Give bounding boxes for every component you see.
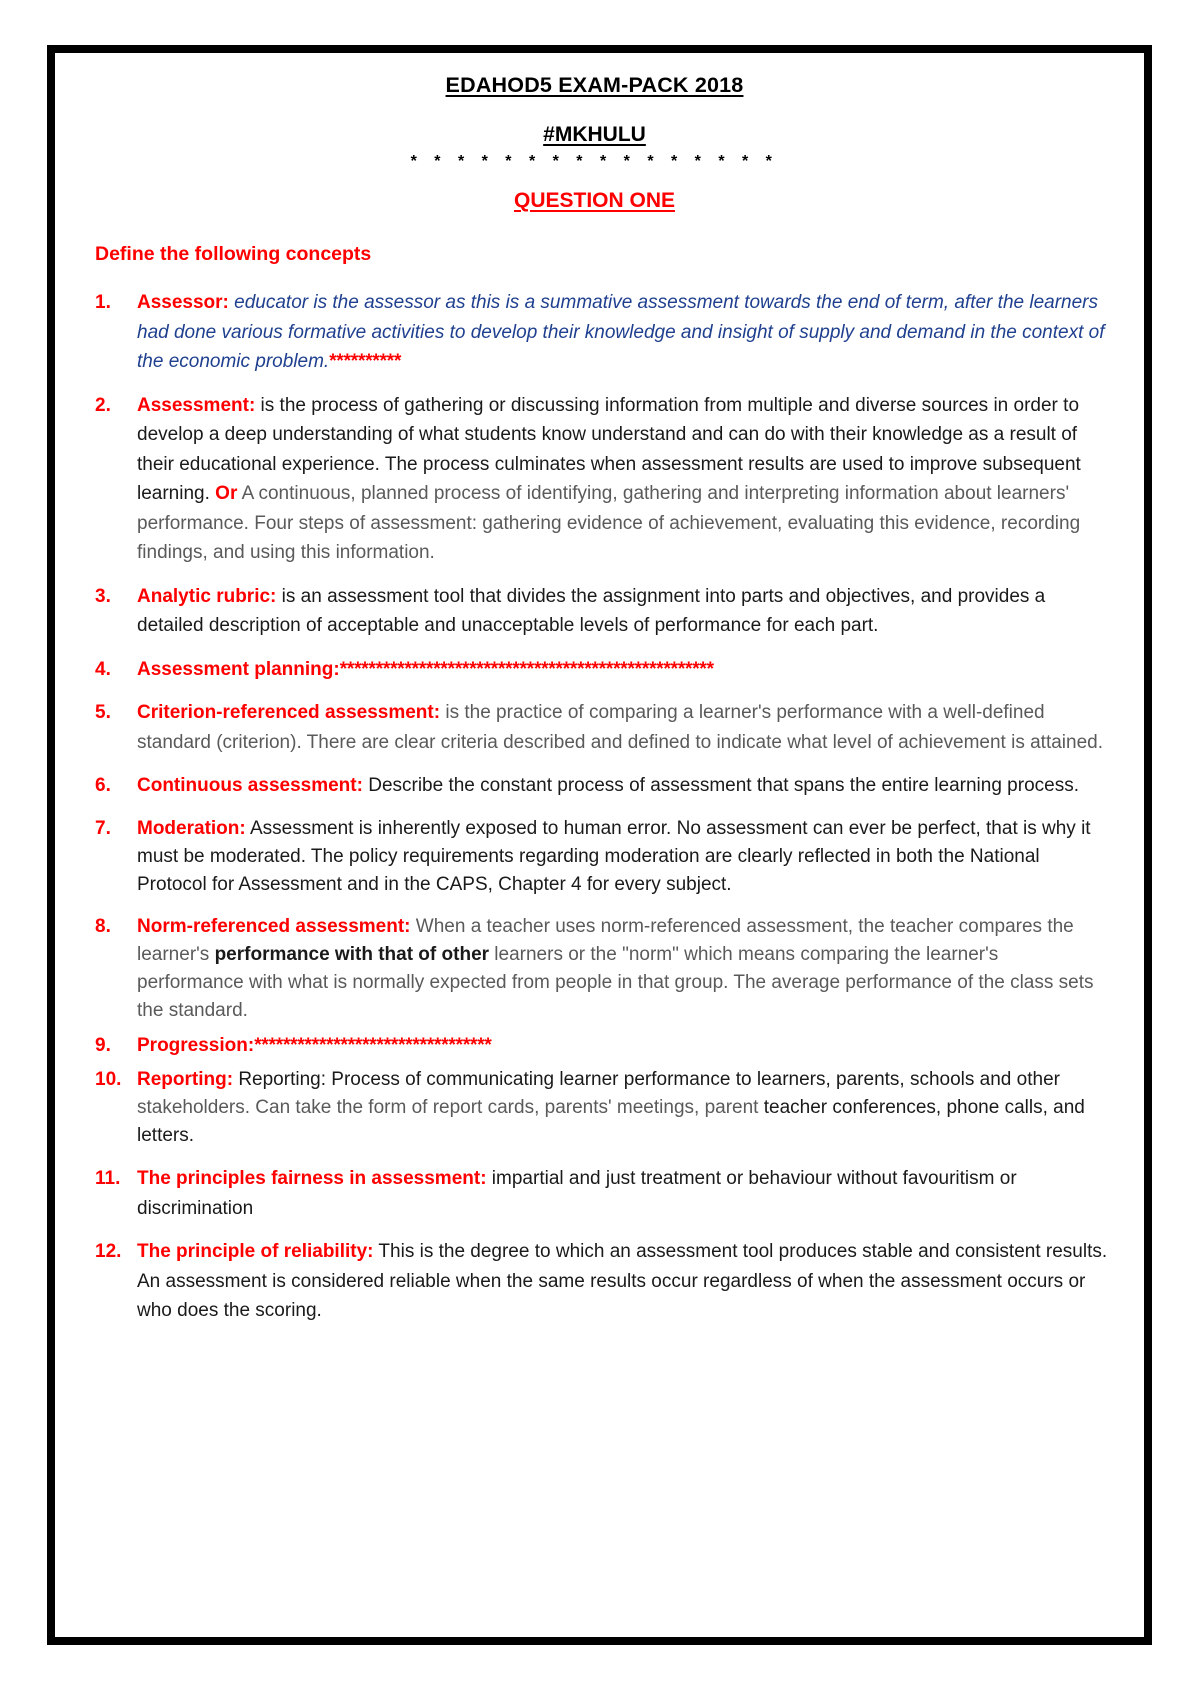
list-item-body [137, 913, 1110, 1025]
concept-definition: is an assessment tool that divides the assignment into parts and objectives, and provides a detailed description of acceptable and unacceptable levels of performance for each part. [137, 585, 1046, 636]
concept-term: Reporting: [137, 1069, 234, 1090]
list-item-number: 10. [95, 1069, 122, 1090]
document-title-text: EDAHOD5 EXAM-PACK 2018 [445, 73, 744, 97]
list-item-number: 8. [95, 915, 111, 937]
placeholder-stars: ********************************* [254, 1034, 492, 1056]
trailing-stars: ********** [329, 351, 402, 372]
concept-definition-part2: stakeholders. Can take the form of report cards, parents' meetings, parent [137, 1097, 764, 1118]
concept-definition-emphasis: performance with that of other [214, 943, 490, 965]
concept-term: Assessor: [137, 292, 229, 313]
list-item-body [137, 391, 1110, 568]
or-label: Or [215, 483, 238, 504]
concept-term: Moderation: [137, 817, 246, 839]
document-title [79, 73, 1110, 98]
list-item [79, 582, 1110, 641]
list-item [79, 1066, 1110, 1150]
concept-definition-part1: Reporting: Process of communicating learner performance to learners, parents, schools and other [233, 1069, 1060, 1090]
list-item-number: 5. [95, 702, 111, 723]
star-divider: * * * * * * * * * * * * * * * * [410, 153, 779, 170]
list-item-body [137, 698, 1110, 757]
list-item [79, 771, 1110, 801]
concept-definition: Describe the constant process of assessment that spans the entire learning process. [362, 775, 1079, 796]
concept-definition-part2: learners or the "norm" which means comparing the learner's performance with what is normally expected from people in that group. The average performance of the class sets the standard. [137, 943, 1094, 1021]
concept-definition: is the practice of comparing a learner's performance with a well-defined standard (criterion). There are clear criteria described and defined to indicate what level of achievement is attained. [137, 702, 1104, 753]
concept-definition: This is the degree to which an assessment tool produces stable and consistent results. An assessment is considered reliable when the same results occur regardless of when the assessment occurs or who does the scoring. [137, 1241, 1108, 1321]
concept-term: Assessment: [137, 394, 256, 416]
concept-definition: impartial and just treatment or behaviour without favouritism or discrimination [137, 1168, 1017, 1219]
list-item-number: 1. [95, 292, 111, 313]
list-item-body [137, 815, 1110, 899]
list-item-number: 3. [95, 585, 111, 607]
list-item [79, 815, 1110, 899]
list-item-number: 9. [95, 1034, 111, 1056]
concept-term: Continuous assessment: [137, 775, 363, 796]
list-item-body [137, 771, 1110, 801]
list-item [79, 288, 1110, 377]
concept-definition: educator is the assessor as this is a summative assessment towards the end of term, after the learners had done various formative activities to develop their knowledge and insight of supply and demand in the context of the economic problem. [137, 292, 1105, 372]
concept-term: Analytic rubric: [137, 585, 277, 607]
question-heading [79, 189, 1110, 213]
list-item [79, 655, 1110, 685]
list-item-number: 11. [95, 1168, 121, 1189]
document-content [55, 53, 1144, 1326]
concept-definition-part3: teacher conferences, phone calls, and letters. [137, 1097, 1085, 1146]
list-item-number: 2. [95, 394, 111, 416]
concept-definition-part1: is the process of gathering or discussing information from multiple and diverse sources in order to develop a deep understanding of what students know understand and can do with their knowledge as a result of their educational experience. The process culminates when assessment results are used to improve subsequent learning. [137, 394, 1081, 504]
list-item-number: 7. [95, 817, 111, 839]
concept-term: The principles fairness in assessment: [137, 1168, 487, 1189]
list-item-body [137, 1237, 1110, 1326]
concept-term: Assessment planning: [137, 658, 340, 680]
placeholder-stars: **************************************************** [339, 658, 714, 680]
concept-definition-part2: A continuous, planned process of identifying, gathering and interpreting information about learners' performance. Four steps of assessment: gathering evidence of achievement, evaluating this evidence, recording findings, and using this information. [137, 483, 1081, 563]
list-item-number: 12. [95, 1241, 122, 1262]
document-page [47, 45, 1152, 1645]
list-item-number: 6. [95, 775, 111, 796]
list-item-body [137, 1164, 1110, 1223]
list-item-body [137, 1031, 1110, 1061]
list-item [79, 1031, 1110, 1061]
concept-term: The principle of reliability: [137, 1241, 374, 1262]
list-item [79, 391, 1110, 568]
instruction-prompt: Define the following concepts [95, 243, 372, 265]
list-item [79, 698, 1110, 757]
author-handle-text: #MKHULU [543, 123, 646, 146]
concept-definition-part1: When a teacher uses norm-referenced assessment, the teacher compares the learner's [137, 915, 1074, 965]
list-item [79, 1237, 1110, 1326]
concept-term: Criterion-referenced assessment: [137, 702, 441, 723]
list-item [79, 913, 1110, 1025]
list-item [79, 1164, 1110, 1223]
concept-term: Progression: [137, 1034, 255, 1056]
author-handle [79, 123, 1110, 147]
concepts-list [79, 288, 1110, 1326]
list-item-body [137, 288, 1110, 377]
list-item-body [137, 582, 1110, 641]
concept-term: Norm-referenced assessment: [137, 915, 411, 937]
concept-definition: Assessment is inherently exposed to human error. No assessment can ever be perfect, that is why it must be moderated. The policy requirements regarding moderation are clearly reflected in both the National Protocol for Assessment and in the CAPS, Chapter 4 for every subject. [137, 817, 1091, 895]
list-item-number: 4. [95, 658, 111, 680]
list-item-body [137, 1066, 1110, 1150]
question-heading-text: QUESTION ONE [513, 189, 676, 212]
list-item-body [137, 655, 1110, 685]
